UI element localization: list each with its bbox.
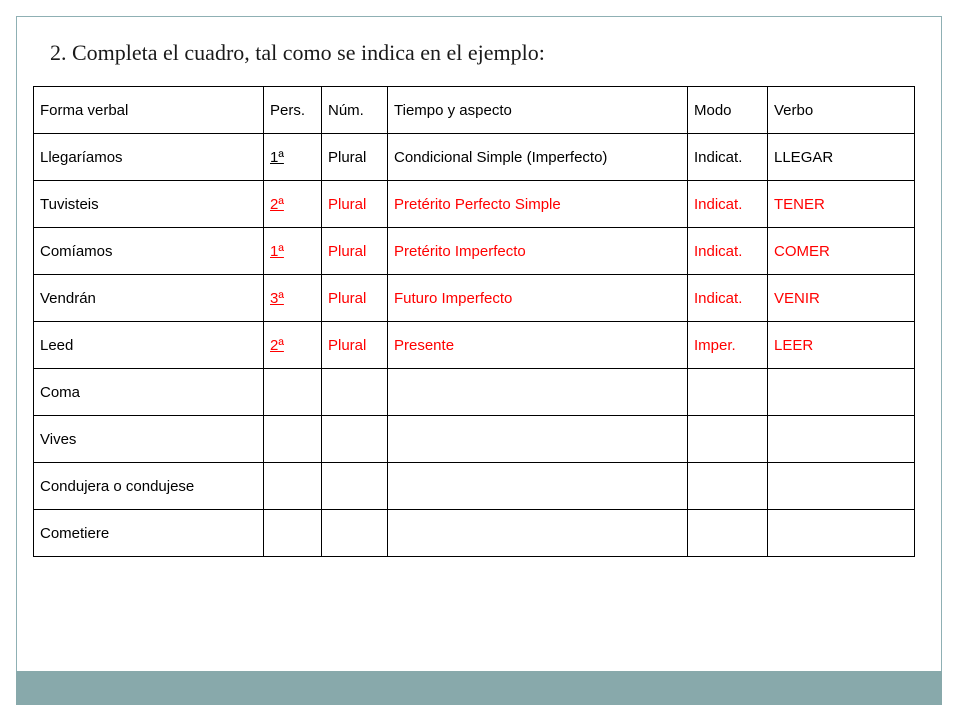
table-row <box>34 416 915 463</box>
cell-numero: Plural <box>322 275 388 322</box>
cell-modo[interactable] <box>688 510 768 557</box>
cell-verbo: LEER <box>768 322 915 369</box>
cell-tiempo-aspecto: Pretérito Imperfecto <box>388 228 688 275</box>
cell-modo: Indicat. <box>688 181 768 228</box>
cell-tiempo-aspecto[interactable] <box>388 369 688 416</box>
table-row <box>34 134 915 181</box>
cell-verbo[interactable] <box>768 416 915 463</box>
footer-bar <box>16 671 942 705</box>
table-row <box>34 463 915 510</box>
cell-numero[interactable] <box>322 510 388 557</box>
cell-forma-verbal: Vendrán <box>34 275 264 322</box>
exercise-title: 2. Completa el cuadro, tal como se indica en el ejemplo: <box>50 40 545 65</box>
cell-forma-verbal: Llegaríamos <box>34 134 264 181</box>
cell-verbo[interactable] <box>768 463 915 510</box>
header-forma-verbal: Forma verbal <box>34 87 264 134</box>
table-row <box>34 510 915 557</box>
cell-forma-verbal: Leed <box>34 322 264 369</box>
cell-verbo: TENER <box>768 181 915 228</box>
table-row <box>34 369 915 416</box>
cell-persona[interactable] <box>264 510 322 557</box>
cell-persona[interactable] <box>264 369 322 416</box>
cell-numero: Plural <box>322 181 388 228</box>
cell-forma-verbal: Tuvisteis <box>34 181 264 228</box>
cell-modo: Indicat. <box>688 275 768 322</box>
cell-verbo[interactable] <box>768 369 915 416</box>
cell-tiempo-aspecto: Presente <box>388 322 688 369</box>
cell-verbo[interactable] <box>768 510 915 557</box>
cell-tiempo-aspecto[interactable] <box>388 416 688 463</box>
cell-verbo: COMER <box>768 228 915 275</box>
cell-numero[interactable] <box>322 463 388 510</box>
cell-tiempo-aspecto[interactable] <box>388 510 688 557</box>
table-row <box>34 322 915 369</box>
cell-persona: 1ª <box>264 228 322 275</box>
table-row <box>34 228 915 275</box>
cell-modo: Indicat. <box>688 134 768 181</box>
verb-table <box>33 86 915 557</box>
table-row <box>34 275 915 322</box>
cell-forma-verbal: Coma <box>34 369 264 416</box>
header-numero: Núm. <box>322 87 388 134</box>
cell-tiempo-aspecto[interactable] <box>388 463 688 510</box>
cell-modo: Imper. <box>688 322 768 369</box>
cell-numero[interactable] <box>322 369 388 416</box>
cell-persona: 2ª <box>264 181 322 228</box>
cell-numero: Plural <box>322 134 388 181</box>
cell-forma-verbal: Vives <box>34 416 264 463</box>
cell-numero: Plural <box>322 322 388 369</box>
cell-persona[interactable] <box>264 463 322 510</box>
cell-modo[interactable] <box>688 463 768 510</box>
cell-persona: 1ª <box>264 134 322 181</box>
cell-verbo: LLEGAR <box>768 134 915 181</box>
cell-numero[interactable] <box>322 416 388 463</box>
table-row <box>34 181 915 228</box>
cell-modo: Indicat. <box>688 228 768 275</box>
cell-persona[interactable] <box>264 416 322 463</box>
cell-persona: 2ª <box>264 322 322 369</box>
header-persona: Pers. <box>264 87 322 134</box>
header-modo: Modo <box>688 87 768 134</box>
cell-numero: Plural <box>322 228 388 275</box>
cell-modo[interactable] <box>688 369 768 416</box>
verb-table-body <box>34 87 915 557</box>
cell-tiempo-aspecto: Futuro Imperfecto <box>388 275 688 322</box>
cell-tiempo-aspecto: Pretérito Perfecto Simple <box>388 181 688 228</box>
cell-forma-verbal: Cometiere <box>34 510 264 557</box>
cell-tiempo-aspecto: Condicional Simple (Imperfecto) <box>388 134 688 181</box>
header-verbo: Verbo <box>768 87 915 134</box>
cell-forma-verbal: Comíamos <box>34 228 264 275</box>
header-tiempo-aspecto: Tiempo y aspecto <box>388 87 688 134</box>
header-row <box>34 87 915 134</box>
cell-modo[interactable] <box>688 416 768 463</box>
cell-verbo: VENIR <box>768 275 915 322</box>
cell-forma-verbal: Condujera o condujese <box>34 463 264 510</box>
cell-persona: 3ª <box>264 275 322 322</box>
